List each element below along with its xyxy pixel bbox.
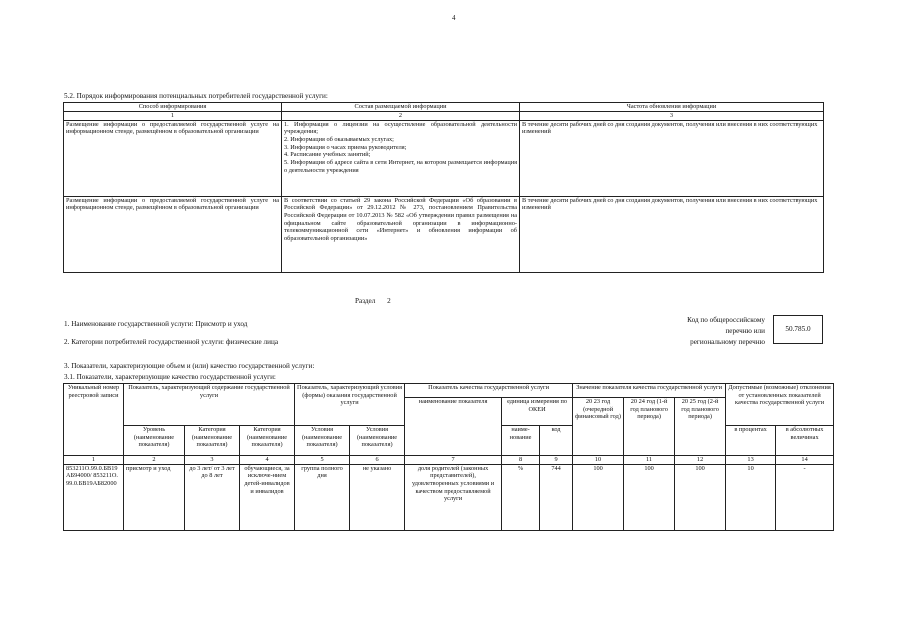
col-num: 14 xyxy=(776,456,834,465)
page-number: 4 xyxy=(452,14,456,22)
sub-level: Уровень (наименование показателя) xyxy=(124,426,185,456)
cell-category-2: обучающиеся, за исключе-нием детей-инвалидов и инвалидов xyxy=(240,464,295,530)
code-label-line: региональному перечню xyxy=(690,338,765,346)
h-unit: единица измерения по ОКЕИ xyxy=(502,398,573,426)
cell-value-3: 100 xyxy=(675,464,726,530)
col-num: 3 xyxy=(185,456,240,465)
cell-category-1: до 3 лет/ от 3 лет до 8 лет xyxy=(185,464,240,530)
content-line: 1. Информация о лицензии на осуществление образовательной деятельности учреждения; xyxy=(284,120,517,136)
sub-condition-1: Условия (наименование показателя) xyxy=(295,426,350,456)
cell-deviation-absolute: - xyxy=(776,464,834,530)
section-5-2-title: 5.2. Порядок информирования потенциальных потребителей государственной услуги: xyxy=(64,92,328,100)
h-value: Значение показателя качества государственной услуги xyxy=(573,384,726,398)
col-num: 12 xyxy=(675,456,726,465)
info-row-2-content: В соответствии со статьей 29 закона Российской Федерации «Об образовании в Российской Федерации» от 29.12.2012 № 273, постановлением Правительства Российской Федерации от 10.07.2013 № 582 «Об утверждении правил размещения на официальном сайте образовательной организации в информационно-телекоммуникационной сети «Интернет» и обновления информации об образовательной организации» xyxy=(282,196,520,272)
h-registry: Уникальный номер реестровой записи xyxy=(64,384,124,456)
section-heading xyxy=(355,297,391,306)
quality-title: 3.1. Показатели, характеризующие качество государственной услуги: xyxy=(64,373,276,381)
sub-category-2: Категория (наименование показателя) xyxy=(240,426,295,456)
col-num: 8 xyxy=(502,456,540,465)
col-num: 11 xyxy=(624,456,675,465)
col-num: 1 xyxy=(64,456,124,465)
section-number: 2 xyxy=(387,297,391,305)
h-quality: Показатель качества государственной услуги xyxy=(405,384,573,398)
col-num: 7 xyxy=(405,456,502,465)
cell-value-1: 100 xyxy=(573,464,624,530)
h-content: Показатель, характеризующий содержание государственной услуги xyxy=(124,384,295,426)
sub-category-1: Категория (наименование показателя) xyxy=(185,426,240,456)
code-label-line: перечню или xyxy=(725,327,765,335)
info-header-method: Способ информирования xyxy=(64,103,282,112)
col-num: 2 xyxy=(124,456,185,465)
h-year-3: 20 25 год (2-й год планового периода) xyxy=(675,398,726,456)
col-num: 9 xyxy=(540,456,573,465)
indicators-title: 3. Показатели, характеризующие объем и (или) качество государственной услуги: xyxy=(64,362,315,370)
cell-unit-code: 744 xyxy=(540,464,573,530)
col-num: 10 xyxy=(573,456,624,465)
info-num-2: 2 xyxy=(282,112,520,121)
cell-level: присмотр и уход xyxy=(124,464,185,530)
h-indicator-name: наименование показателя xyxy=(405,398,502,456)
content-line: 4. Расписание учебных занятий; xyxy=(284,151,371,159)
content-line: 5. Информация об адресе сайта в сети Интернет, на котором размещается информация о деятельности учреждения xyxy=(284,159,517,174)
h-year-1: 20 23 год (очередной финансовый год) xyxy=(573,398,624,456)
info-table xyxy=(63,102,824,273)
info-row-1-content xyxy=(282,120,520,196)
service-name: 1. Наименование государственной услуги: Присмотр и уход xyxy=(64,320,248,328)
quality-table xyxy=(63,383,834,531)
code-value-box: 50.785.0 xyxy=(773,315,823,344)
cell-deviation-percent: 10 xyxy=(726,464,776,530)
h-deviation: Допустимые (возможные) отклонения от установленных показателей качества государственной услуги xyxy=(726,384,834,426)
h-percent: в процентах xyxy=(726,426,776,456)
col-num: 4 xyxy=(240,456,295,465)
consumers-category: 2. Категории потребителей государственной услуги: физические лица xyxy=(64,338,279,346)
code-label xyxy=(630,316,765,347)
content-line: 2. Информация об оказываемых услугах; xyxy=(284,136,394,144)
info-row-2-method: Размещение информации о предоставляемой государственной услуге на информационном стенде, размещённом в образовательной организации xyxy=(64,196,282,272)
info-header-content: Состав размещаемой информации xyxy=(282,103,520,112)
column-numbers-row xyxy=(64,456,834,465)
info-num-3: 3 xyxy=(520,112,824,121)
h-unit-name: наиме-нование xyxy=(502,426,540,456)
cell-condition-1: группа полного дня xyxy=(295,464,350,530)
h-conditions: Показатель, характеризующий условия (формы) оказания государственной услуги xyxy=(295,384,405,426)
info-row-1-method: Размещение информации о предоставляемой государственной услуге на информационном стенде, размещённом в образовательной организации xyxy=(64,120,282,196)
table-row xyxy=(64,464,834,530)
cell-condition-2: не указано xyxy=(350,464,405,530)
h-unit-code: код xyxy=(540,426,573,456)
col-num: 13 xyxy=(726,456,776,465)
content-line: 3. Информация о часах приема руководителя; xyxy=(284,143,407,151)
info-row-2-frequency: В течение десяти рабочих дней со дня создания документов, получения или внесения в них соответствующих изменений xyxy=(520,196,824,272)
cell-indicator: доля родителей (законных представителей), удовлетворенных условиями и качеством предоставляемой услуги xyxy=(405,464,502,530)
cell-unit-name: % xyxy=(502,464,540,530)
info-num-1: 1 xyxy=(64,112,282,121)
code-label-line: Код по общероссийскому xyxy=(687,316,765,324)
h-year-2: 20 24 год (1-й год планового периода) xyxy=(624,398,675,456)
cell-value-2: 100 xyxy=(624,464,675,530)
info-row-1-frequency: В течение десяти рабочих дней со дня создания документов, получения или внесения в них соответствующих изменений xyxy=(520,120,824,196)
col-num: 6 xyxy=(350,456,405,465)
section-label: Раздел xyxy=(355,297,376,305)
sub-condition-2: Условия (наименование показателя) xyxy=(350,426,405,456)
cell-registry: 853211О.99.0.БВ19АБ94000/ 853211О.99.0.БВ19АБ82000 xyxy=(64,464,124,530)
info-header-frequency: Частота обновления информации xyxy=(520,103,824,112)
col-num: 5 xyxy=(295,456,350,465)
h-absolute: в абсолютных величинах xyxy=(776,426,834,456)
